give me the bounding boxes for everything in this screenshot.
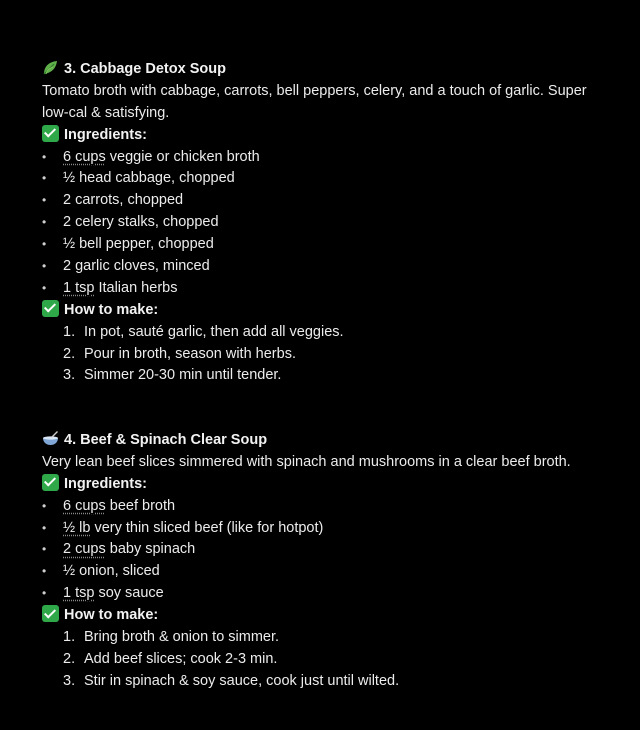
bullet-icon: •	[42, 520, 47, 535]
ingredient-text: veggie or chicken broth	[105, 148, 260, 165]
ingredient-text: ½ onion, sliced	[63, 563, 160, 580]
recipe-description-line: Very lean beef slices simmered with spinach and mushrooms in a clear beef broth.	[42, 453, 571, 470]
recipe-description-line: Tomato broth with cabbage, carrots, bell peppers, celery, and a touch of garlic. Super	[42, 82, 587, 99]
ingredient-text: baby spinach	[105, 541, 196, 558]
ingredient-item	[42, 278, 612, 300]
bullet-icon: •	[42, 498, 47, 513]
quantity-link[interactable]: 2 cups	[63, 541, 106, 558]
ingredient-text: Italian herbs	[94, 279, 178, 296]
howto-heading: How to make:	[42, 605, 612, 627]
ingredient-text: ½ head cabbage, chopped	[63, 170, 235, 187]
check-mark-icon	[42, 474, 59, 491]
ingredient-item	[42, 583, 612, 605]
step-text: Stir in spinach & soy sauce, cook just until wilted.	[84, 672, 400, 689]
recipe-section-beef-spinach	[42, 430, 612, 693]
bullet-icon: •	[42, 171, 47, 186]
step-text: Simmer 20-30 min until tender.	[84, 367, 282, 384]
check-mark-icon	[42, 300, 59, 317]
check-mark-icon	[42, 605, 59, 622]
ingredient-item	[42, 496, 612, 518]
quantity-link[interactable]: 6 cups	[63, 148, 106, 165]
ingredients-heading: Ingredients:	[42, 125, 612, 147]
step-text: In pot, sauté garlic, then add all veggies.	[84, 323, 344, 340]
ingredient-item	[42, 539, 612, 561]
ingredient-text: very thin sliced beef (like for hotpot)	[90, 519, 324, 536]
ingredient-text: soy sauce	[94, 585, 164, 602]
quantity-link[interactable]: ½ lb	[63, 519, 91, 536]
step-number: 3.	[63, 672, 76, 689]
recipe-section-cabbage	[42, 59, 612, 387]
step-item	[42, 671, 612, 693]
step-number: 1.	[63, 629, 76, 646]
bullet-icon: •	[42, 193, 47, 208]
check-mark-icon	[42, 125, 59, 142]
ingredient-item	[42, 234, 612, 256]
recipe-title: 3. Cabbage Detox Soup	[42, 59, 612, 81]
step-text: Bring broth & onion to simmer.	[84, 629, 280, 646]
step-item	[42, 344, 612, 366]
ingredient-text: 2 garlic cloves, minced	[63, 258, 210, 275]
quantity-link[interactable]: 1 tsp	[63, 585, 95, 602]
step-text: Add beef slices; cook 2-3 min.	[84, 650, 278, 667]
bullet-icon: •	[42, 586, 47, 601]
bullet-icon: •	[42, 564, 47, 579]
step-item	[42, 627, 612, 649]
step-number: 1.	[63, 323, 76, 340]
howto-heading: How to make:	[42, 300, 612, 322]
bullet-icon: •	[42, 215, 47, 230]
ingredient-item	[42, 561, 612, 583]
quantity-link[interactable]: 1 tsp	[63, 279, 95, 296]
bullet-icon: •	[42, 542, 47, 557]
ingredient-text: beef broth	[105, 497, 176, 514]
step-number: 2.	[63, 650, 76, 667]
recipe-description-line: low-cal & satisfying.	[42, 104, 170, 121]
ingredient-text: ½ bell pepper, chopped	[63, 236, 214, 253]
quantity-link[interactable]: 6 cups	[63, 497, 106, 514]
ingredient-item	[42, 518, 612, 540]
ingredient-item	[42, 147, 612, 169]
recipe-title: 4. Beef & Spinach Clear Soup	[42, 430, 612, 452]
step-number: 3.	[63, 367, 76, 384]
ingredient-text: 2 carrots, chopped	[63, 192, 184, 209]
step-item	[42, 365, 612, 387]
step-text: Pour in broth, season with herbs.	[84, 345, 296, 362]
step-item	[42, 322, 612, 344]
bullet-icon: •	[42, 237, 47, 252]
bullet-icon: •	[42, 280, 47, 295]
ingredient-item	[42, 168, 612, 190]
ingredient-item	[42, 190, 612, 212]
soup-bowl-icon	[42, 430, 59, 447]
step-number: 2.	[63, 345, 76, 362]
bullet-icon: •	[42, 149, 47, 164]
ingredient-item	[42, 256, 612, 278]
step-item	[42, 649, 612, 671]
ingredient-text: 2 celery stalks, chopped	[63, 214, 219, 231]
ingredients-heading: Ingredients:	[42, 474, 612, 496]
ingredient-item	[42, 212, 612, 234]
leafy-greens-icon	[42, 59, 59, 76]
bullet-icon: •	[42, 259, 47, 274]
